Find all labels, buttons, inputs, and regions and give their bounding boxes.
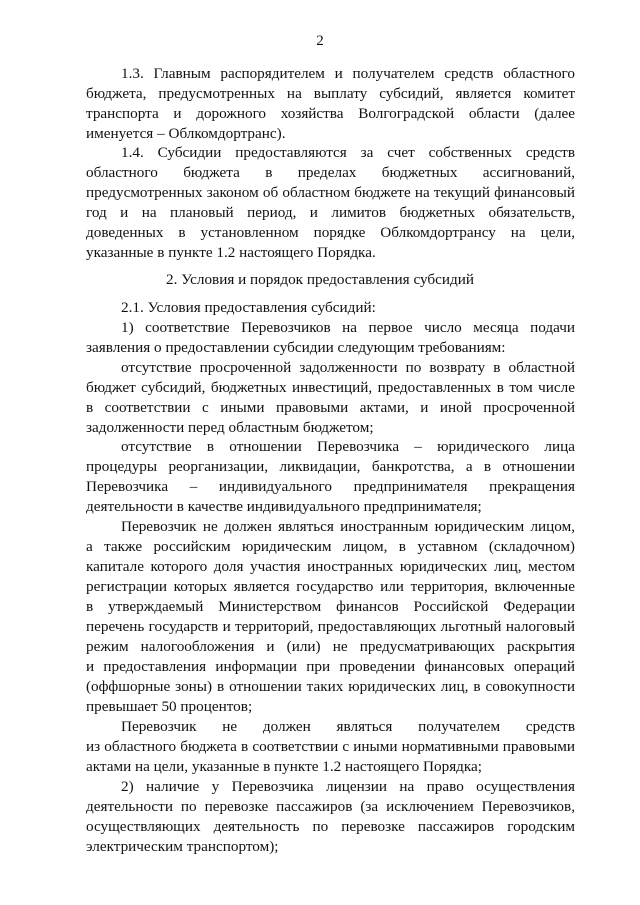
text-line: 1.3. Главным распорядителем и получателем средств областного [121, 65, 575, 82]
text-line: регистрации которых является государство или территория, включенные [86, 578, 575, 595]
text-line: деятельности в качестве индивидуального предпринимателя; [86, 498, 482, 515]
text-line: осуществляющих деятельность по перевозке пассажиров городским [86, 818, 575, 835]
text-line: 2) наличие у Перевозчика лицензии на право осуществления [121, 778, 575, 795]
text-line: транспорта и дорожного хозяйства Волгоградской области (далее [86, 105, 575, 122]
text-line: деятельности по перевозке пассажиров (за исключением Перевозчиков, [86, 798, 575, 815]
text-line: именуется – Облкомдортранс). [86, 125, 286, 142]
text-line: и предоставления информации при проведении финансовых операций [86, 658, 575, 675]
text-line: бюджет субсидий, бюджетных инвестиций, предоставленных в том числе [86, 379, 575, 396]
text-line: режим налогообложения и (или) не предусматривающих раскрытия [86, 638, 575, 655]
text-line: отсутствие просроченной задолженности по возврату в областной [121, 359, 575, 376]
text-line: бюджета, предусмотренных на выплату субсидий, является комитет [86, 85, 575, 102]
text-line: год и на плановый период, и лимитов бюджетных обязательств, [86, 204, 575, 221]
text-line: Перевозчика – индивидуального предпринимателя прекращения [86, 478, 575, 495]
text-line: превышает 50 процентов; [86, 698, 253, 715]
text-line: Перевозчик не должен являться получателем средств [121, 718, 575, 735]
text-line: электрическим транспортом); [86, 838, 279, 855]
text-line: 2.1. Условия предоставления субсидий: [121, 299, 376, 316]
text-line: задолженности перед областным бюджетом; [86, 419, 374, 436]
text-line: перечень государств и территорий, предоставляющих льготный налоговый [86, 618, 575, 635]
text-line: указанные в пункте 1.2 настоящего Порядка. [86, 244, 376, 261]
text-line: отсутствие в отношении Перевозчика – юридического лица [121, 438, 575, 455]
page-number: 2 [316, 33, 324, 49]
text-line: процедуры реорганизации, ликвидации, банкротства, а в отношении [86, 458, 575, 475]
text-line: 1) соответствие Перевозчиков на первое число месяца подачи [121, 319, 575, 336]
text-line: в утверждаемый Министерством финансов Российской Федерации [86, 598, 575, 615]
text-line: областного бюджета в пределах бюджетных ассигнований, [86, 164, 575, 181]
text-line: 1.4. Субсидии предоставляются за счет собственных средств [121, 144, 575, 161]
text-line: из областного бюджета в соответствии с иными нормативными правовыми [86, 738, 575, 755]
text-line: а также российским юридическим лицом, в уставном (складочном) [86, 538, 575, 555]
text-line: в соответствии с иными правовыми актами, и иной просроченной [86, 399, 575, 416]
text-line: актами на цели, указанные в пункте 1.2 настоящего Порядка; [86, 758, 483, 775]
text-line: предусмотренных законом об областном бюджете на текущий финансовый [86, 184, 575, 201]
text-line: доведенных в установленном порядке Облкомдортрансу на цели, [86, 224, 575, 241]
text-line: заявления о предоставлении субсидии следующим требованиям: [86, 339, 506, 356]
text-line: (оффшорные зоны) в отношении таких юридических лиц, в совокупности [86, 678, 575, 695]
text-line: Перевозчик не должен являться иностранным юридическим лицом, [121, 518, 575, 535]
text-line: капитале которого доля участия иностранных юридических лиц, местом [86, 558, 575, 575]
section-heading: 2. Условия и порядок предоставления субсидий [166, 271, 474, 288]
